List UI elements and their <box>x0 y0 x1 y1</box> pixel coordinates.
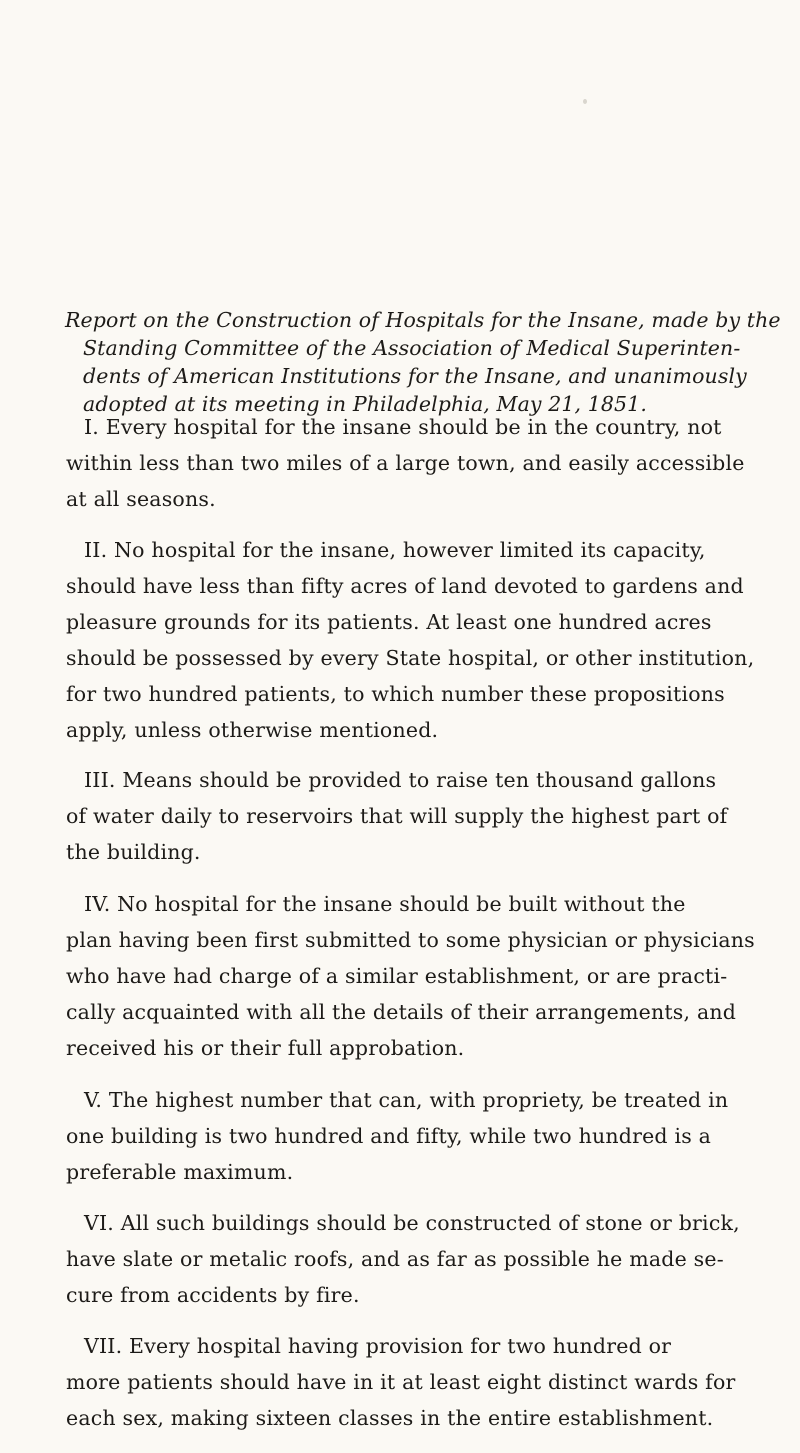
paragraph-line: pleasure grounds for its patients. At least one hundred acres <box>66 610 712 634</box>
heading-line: Report on the Construction of Hospitals for the Insane, made by the <box>65 308 781 332</box>
paragraph-line: II. No hospital for the insane, however limited its capacity, <box>84 538 706 562</box>
heading-line: dents of American Institutions for the Insane, and unanimously <box>83 364 747 388</box>
paragraph-line: more patients should have in it at least eight distinct wards for <box>66 1370 736 1394</box>
paragraph-line: plan having been first submitted to some physician or physicians <box>66 928 755 952</box>
paragraph-line: for two hundred patients, to which number these propositions <box>66 682 725 706</box>
paragraph-line: who have had charge of a similar establishment, or are practi- <box>66 964 728 988</box>
paragraph-line: each sex, making sixteen classes in the entire establishment. <box>66 1406 714 1430</box>
paragraph-line: of water daily to reservoirs that will supply the highest part of <box>66 804 728 828</box>
report-heading <box>65 306 781 418</box>
paragraph-line: at all seasons. <box>66 487 216 511</box>
heading-line: Standing Committee of the Association of Medical Superinten- <box>83 336 741 360</box>
paragraph-line: V. The highest number that can, with propriety, be treated in <box>84 1088 729 1112</box>
paragraph-line: IV. No hospital for the insane should be built without the <box>84 892 686 916</box>
paragraph-line: preferable maximum. <box>66 1160 294 1184</box>
paragraph-line: received his or their full approbation. <box>66 1036 465 1060</box>
paragraph-line: I. Every hospital for the insane should be in the country, not <box>84 415 722 439</box>
paragraph-line: should have less than fifty acres of land devoted to gardens and <box>66 574 744 598</box>
paragraph-line: apply, unless otherwise mentioned. <box>66 718 439 742</box>
paragraph-line: VI. All such buildings should be constructed of stone or brick, <box>84 1211 740 1235</box>
paragraph-line: cally acquainted with all the details of their arrangements, and <box>66 1000 737 1024</box>
paragraph-line: cure from accidents by fire. <box>66 1283 360 1307</box>
paragraph-line: one building is two hundred and fifty, while two hundred is a <box>66 1124 712 1148</box>
paragraph-line: within less than two miles of a large town, and easily accessible <box>66 451 745 475</box>
paragraph-line: III. Means should be provided to raise ten thousand gallons <box>84 768 717 792</box>
ink-speck <box>583 99 587 104</box>
paragraph-line: VII. Every hospital having provision for two hundred or <box>84 1334 672 1358</box>
paragraph-line: should be possessed by every State hospital, or other institution, <box>66 646 755 670</box>
paragraph-line: the building. <box>66 840 201 864</box>
heading-line: adopted at its meeting in Philadelphia, May 21, 1851. <box>83 392 647 416</box>
paragraph-line: have slate or metalic roofs, and as far as possible he made se- <box>66 1247 724 1271</box>
